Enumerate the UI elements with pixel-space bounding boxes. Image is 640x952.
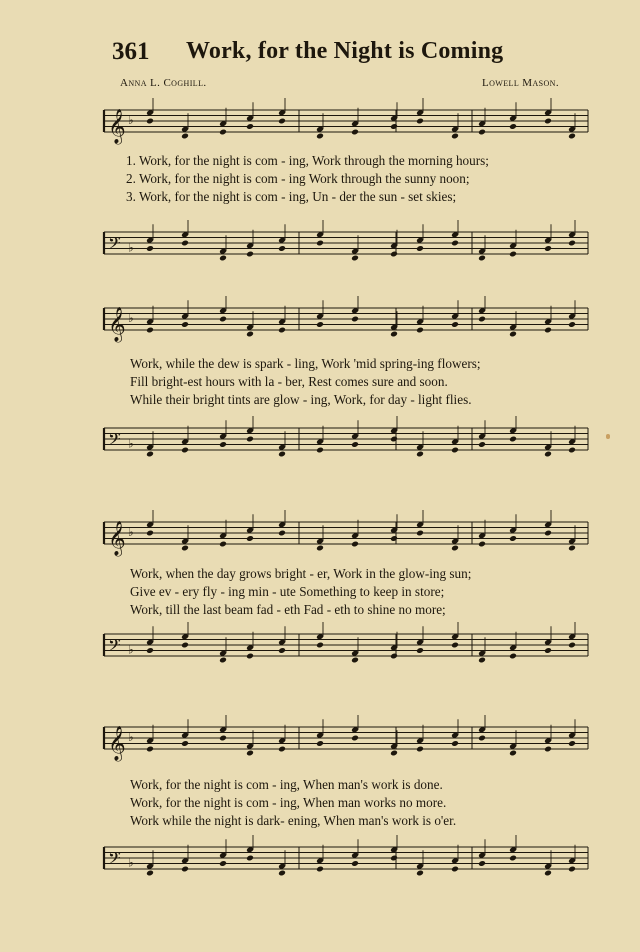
notehead	[390, 855, 398, 862]
bass-clef-glyph: 𝄢	[108, 429, 121, 453]
notehead	[509, 123, 517, 130]
notehead	[219, 860, 227, 867]
notehead	[478, 441, 486, 448]
notehead	[246, 535, 254, 542]
notehead	[246, 750, 254, 757]
notehead	[316, 545, 324, 552]
author-credit: Anna L. Coghill.	[120, 77, 207, 89]
notehead	[146, 647, 154, 654]
notehead	[316, 133, 324, 140]
notehead	[146, 746, 154, 753]
notehead	[544, 451, 552, 458]
notehead	[219, 657, 227, 664]
notehead	[390, 251, 398, 258]
notehead	[278, 118, 286, 125]
notehead	[181, 642, 189, 649]
hymn-title: Work, for the Night is Coming	[186, 38, 504, 64]
notehead	[544, 118, 552, 125]
bass-staff	[96, 220, 592, 290]
bass-staff	[96, 622, 592, 692]
paper-mark	[606, 434, 610, 439]
notehead	[416, 870, 424, 877]
lyric-line: Work, for the night is com - ing, When man's work is done.	[130, 777, 443, 792]
bass-staff	[96, 416, 592, 486]
notehead	[509, 750, 517, 757]
notehead	[181, 133, 189, 140]
notehead	[416, 746, 424, 753]
notehead	[544, 746, 552, 753]
notehead	[451, 447, 459, 454]
notehead	[246, 123, 254, 130]
flat-sign: ♭	[128, 240, 134, 255]
notehead	[316, 447, 324, 454]
notehead	[278, 647, 286, 654]
notehead	[316, 642, 324, 649]
notehead	[278, 530, 286, 537]
lyric-line: 2. Work, for the night is com - ing Work through the sunny noon;	[126, 171, 470, 186]
composer-credit: Lowell Mason.	[482, 77, 559, 89]
notehead	[278, 870, 286, 877]
lyric-line: Work, when the day grows bright - er, Work in the glow-ing sun;	[130, 566, 472, 581]
notehead	[416, 245, 424, 252]
notehead	[181, 321, 189, 328]
lyric-line: Work while the night is dark- ening, When man's work is o'er.	[130, 813, 457, 828]
notehead	[278, 245, 286, 252]
notehead	[544, 647, 552, 654]
notehead	[181, 447, 189, 454]
notehead	[316, 321, 324, 328]
bass-clef-glyph: 𝄢	[108, 848, 121, 872]
lyric-line: Work, till the last beam fad - eth Fad - eth to shine no more;	[130, 602, 446, 617]
notehead	[146, 245, 154, 252]
notehead	[390, 750, 398, 757]
notehead	[219, 735, 227, 742]
notehead	[278, 327, 286, 334]
flat-sign: ♭	[128, 311, 134, 325]
notehead	[219, 541, 227, 548]
notehead	[568, 740, 576, 747]
notehead	[544, 870, 552, 877]
lyric-line: 1. Work, for the night is com - ing, Work through the morning hours;	[126, 153, 489, 168]
notehead	[278, 451, 286, 458]
notehead	[181, 740, 189, 747]
treble-clef-glyph: 𝄞	[108, 109, 126, 144]
notehead	[390, 123, 398, 130]
notehead	[316, 240, 324, 247]
notehead	[219, 255, 227, 262]
notehead	[451, 545, 459, 552]
notehead	[246, 436, 254, 443]
notehead	[146, 870, 154, 877]
notehead	[181, 545, 189, 552]
notehead	[351, 441, 359, 448]
notehead	[316, 740, 324, 747]
notehead	[478, 541, 486, 548]
notehead	[351, 129, 359, 136]
notehead	[390, 653, 398, 660]
notehead	[219, 316, 227, 323]
notehead	[478, 735, 486, 742]
lyric-line: 3. Work, for the night is com - ing, Un - der the sun - set skies;	[126, 189, 457, 204]
notehead	[351, 860, 359, 867]
notehead	[246, 331, 254, 338]
notehead	[568, 642, 576, 649]
notehead	[451, 740, 459, 747]
notehead	[568, 321, 576, 328]
notehead	[146, 451, 154, 458]
notehead	[478, 860, 486, 867]
notehead	[181, 866, 189, 873]
treble-staff	[96, 715, 592, 785]
notehead	[416, 118, 424, 125]
notehead	[568, 447, 576, 454]
lyric-line: Give ev - ery fly - ing min - ute Something to keep in store;	[130, 584, 445, 599]
treble-clef-glyph: 𝄞	[108, 521, 126, 556]
flat-sign: ♭	[128, 436, 134, 451]
notehead	[568, 133, 576, 140]
notehead	[146, 530, 154, 537]
notehead	[316, 866, 324, 873]
notehead	[246, 855, 254, 862]
notehead	[181, 240, 189, 247]
notehead	[478, 316, 486, 323]
flat-sign: ♭	[128, 525, 134, 539]
notehead	[219, 129, 227, 136]
flat-sign: ♭	[128, 730, 134, 744]
treble-clef-glyph: 𝄞	[108, 307, 126, 342]
notehead	[351, 316, 359, 323]
notehead	[544, 530, 552, 537]
bass-staff	[96, 835, 592, 905]
notehead	[544, 327, 552, 334]
lyric-line: While their bright tints are glow - ing, Work, for day - light flies.	[130, 392, 472, 407]
notehead	[219, 441, 227, 448]
notehead	[416, 451, 424, 458]
notehead	[509, 331, 517, 338]
notehead	[568, 866, 576, 873]
notehead	[351, 657, 359, 664]
notehead	[544, 245, 552, 252]
notehead	[390, 436, 398, 443]
notehead	[390, 535, 398, 542]
notehead	[509, 436, 517, 443]
notehead	[451, 642, 459, 649]
notehead	[146, 118, 154, 125]
bass-clef-glyph: 𝄢	[108, 635, 121, 659]
bass-clef-glyph: 𝄢	[108, 233, 121, 257]
notehead	[568, 240, 576, 247]
flat-sign: ♭	[128, 642, 134, 657]
notehead	[509, 251, 517, 258]
notehead	[451, 133, 459, 140]
flat-sign: ♭	[128, 113, 134, 127]
notehead	[478, 129, 486, 136]
notehead	[478, 657, 486, 664]
notehead	[246, 251, 254, 258]
notehead	[568, 545, 576, 552]
notehead	[451, 866, 459, 873]
notehead	[509, 535, 517, 542]
notehead	[416, 530, 424, 537]
flat-sign: ♭	[128, 855, 134, 870]
treble-clef-glyph: 𝄞	[108, 726, 126, 761]
notehead	[351, 255, 359, 262]
notehead	[146, 327, 154, 334]
notehead	[351, 735, 359, 742]
notehead	[509, 855, 517, 862]
lyric-line: Work, for the night is com - ing, When man works no more.	[130, 795, 447, 810]
notehead	[246, 653, 254, 660]
notehead	[351, 541, 359, 548]
lyric-line: Work, while the dew is spark - ling, Work 'mid spring-ing flowers;	[130, 356, 481, 371]
notehead	[390, 331, 398, 338]
notehead	[416, 327, 424, 334]
notehead	[278, 746, 286, 753]
lyric-line: Fill bright-est hours with la - ber, Rest comes sure and soon.	[130, 374, 448, 389]
notehead	[509, 653, 517, 660]
notehead	[416, 647, 424, 654]
notehead	[451, 321, 459, 328]
notehead	[451, 240, 459, 247]
notehead	[478, 255, 486, 262]
hymn-number: 361	[112, 38, 150, 65]
